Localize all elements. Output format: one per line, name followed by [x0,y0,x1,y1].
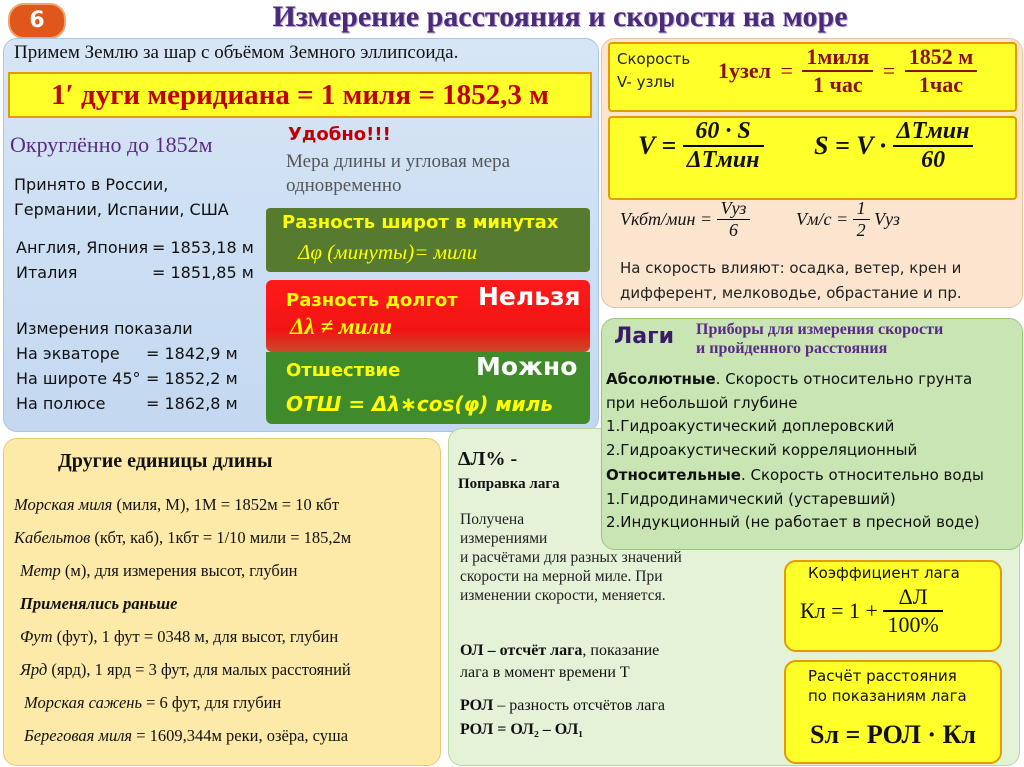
lon-diff-formula: Δλ ≠ мили [290,314,392,339]
rol-term: РОЛ [460,697,494,714]
distance-title-line-2: по показаниям лага [808,687,967,705]
distance-title [808,666,967,706]
frac-denominator: 60 [921,147,946,173]
units-list [14,488,351,752]
s-formula [814,118,973,174]
unit-desc: (фут), 1 фут = 0348 м, для высот, глубин [52,627,339,646]
unit-desc: (ярд), 1 ярд = 3 фут, для малых расстояний [47,660,351,679]
frac-denominator: 1 час [812,72,863,97]
measurement-value: = 1862,8 м [146,394,238,413]
unit-desc: = 6 фут, для глубин [141,693,282,712]
measurements-list [16,316,238,416]
unit-name: Морская сажень [24,693,142,712]
unit-desc: = 1609,344м реки, озёра, суша [132,726,349,745]
rol-formula: РОЛ = ОЛ₂ – ОЛ₁ [460,721,584,738]
distance-title-line-1: Расчёт расстояния [808,667,957,685]
unit-desc: (м), для измерения высот, глубин [60,561,298,580]
country-value: = 1853,18 м [152,238,254,257]
ms-fraction [853,198,870,241]
frac-numerator: 60 · S [683,118,764,147]
absolute-text: . Скорость относительно грунта [715,370,973,388]
unit-desc: (кбт, каб), 1кбт = 1/10 мили = 185,2м [90,528,352,547]
distance-formula: Sл = РОЛ · Кл [810,720,977,749]
convenient-line-1: Мера длины и угловая мера [286,151,511,172]
absolute-label: Абсолютные [606,370,716,388]
knot-fraction-2 [905,44,978,98]
slide-number-badge: 6 [8,3,66,39]
departure-formula: ОТШ = Δλ∗cos(φ) миль [286,392,553,416]
s-fraction [893,118,974,174]
v-formula [638,118,764,174]
correction-title: ΔЛ% - [458,448,518,470]
frac-denominator: ΔTмин [686,147,760,173]
measurement-name: На широте 45° [16,369,141,388]
speed-label-line-2: V- узлы [617,73,675,91]
frac-numerator: 1миля [802,44,873,72]
accepted-line-2: Германии, Испании, США [14,200,229,219]
coef-fraction [883,584,942,638]
frac-denominator: 100% [887,612,939,637]
speed-label-line-1: Скорость [617,50,691,68]
ms-lhs: Vм/с = [796,209,849,229]
departure-title: Отшествие [286,360,401,381]
absolute-text-2: при небольшой глубине [606,393,798,412]
relative-text: . Скорость относительно воды [740,466,984,484]
coef-lhs: Кл = 1 + [800,598,878,623]
v-fraction [683,118,764,174]
convenient-text [286,150,510,198]
kbt-lhs: Vкбт/мин = [620,209,713,229]
lon-diff-title: Разность долгот [286,290,458,311]
frac-numerator: 1852 м [905,44,978,72]
absolute-item: 1.Гидроакустический доплеровский [606,417,895,435]
frac-denominator: 6 [728,220,738,240]
ol-text: , показание [582,642,660,659]
frac-denominator: 1час [918,72,964,97]
unit-desc: (миля, М), 1М = 1852м = 10 кбт [112,495,340,514]
unit-name: Береговая миля [24,726,133,745]
departure-verdict: Можно [476,352,578,381]
relative-label: Относительные [606,466,741,484]
kbt-fraction [717,198,751,241]
country-name: Италия [16,263,78,282]
frac-numerator: Vуз [717,198,751,220]
correction-text [460,510,682,605]
earth-intro: Примем Землю за шар с объёмом Земного эллипсоида. [14,42,459,63]
measurements-title: Измерения показали [16,319,193,338]
equals-sign: = [882,58,896,83]
frac-denominator: 2 [856,220,866,240]
correction-line: изменении скорости, меняется. [460,587,666,604]
frac-numerator: ΔTмин [893,118,974,147]
measurement-value: = 1842,9 м [146,344,238,363]
s-formula-lhs: S = V · [814,131,887,160]
correction-line: и расчётами для разных значений [460,549,682,566]
knot-lhs: 1узел [718,58,771,83]
logs-subtitle [696,320,943,358]
absolute-item: 2.Гидроакустический корреляционный [606,440,918,459]
accepted-line-1: Принято в России, [14,175,169,194]
convenient-line-2: одновременно [286,175,402,196]
page-title: Измерение расстояния и скорости на море [272,0,848,33]
rounded-text: Округлённо до 1852м [10,132,213,157]
measurement-name: На полюсе [16,394,106,413]
v-formula-lhs: V = [638,131,677,160]
mile-formula-box: 1′ дуги меридиана = 1 миля = 1852,3 м [8,72,592,118]
knot-formula [718,44,977,98]
measurement-value: = 1852,2 м [146,369,238,388]
convenient-title: Удобно!!! [288,124,391,145]
unit-name: Метр [20,561,61,580]
influence-line-2: дифферент, мелководье, обрастание и пр. [620,284,962,302]
relative-item: 2.Индукционный (не работает в пресной воде) [606,513,980,531]
equals-sign: = [780,58,793,83]
country-name: Англия, Япония [16,238,149,257]
unit-heading: Применялись раньше [20,594,178,613]
relative-item: 1.Гидродинамический (устаревший) [606,489,896,508]
logs-title: Лаги [614,324,675,349]
kbt-formula [620,198,750,241]
frac-numerator: ΔЛ [883,584,942,612]
logs-subtitle-line-2: и пройденного расстояния [696,340,888,357]
correction-line: скорости на мерной миле. При [460,568,663,585]
countries-list [16,235,254,285]
ol-definition [460,640,659,684]
ms-formula [796,198,900,241]
ms-rhs: Vуз [874,209,900,229]
rol-text: – разность отсчётов лага [493,697,666,714]
measurement-name: На экваторе [16,344,120,363]
unit-name: Ярд [20,660,48,679]
country-value: = 1851,85 м [152,263,254,282]
logs-subtitle-line-1: Приборы для измерения скорости [696,321,944,338]
ol-term: ОЛ – отсчёт лага [460,642,583,659]
units-title: Другие единицы длины [58,450,273,472]
correction-line: измерениями [460,530,548,547]
frac-numerator: 1 [853,198,870,220]
rol-definition [460,694,665,742]
lat-diff-formula: Δφ (минуты)= мили [298,240,478,264]
correction-subtitle: Поправка лага [458,476,560,492]
coef-title: Коэффициент лага [808,564,960,582]
speed-influence [620,256,962,306]
accepted-text [14,172,229,222]
speed-label [617,48,690,94]
unit-name: Фут [20,627,53,646]
influence-line-1: На скорость влияют: осадка, ветер, крен и [620,259,962,277]
unit-name: Кабельтов [14,528,91,547]
unit-name: Морская миля [14,495,113,514]
lat-diff-title: Разность широт в минутах [282,212,559,233]
coef-formula [800,584,943,638]
ol-text-2: лага в момент времени Т [460,664,630,681]
lon-diff-verdict: Нельзя [478,282,581,311]
knot-fraction-1 [802,44,873,98]
correction-line: Получена [460,511,525,528]
